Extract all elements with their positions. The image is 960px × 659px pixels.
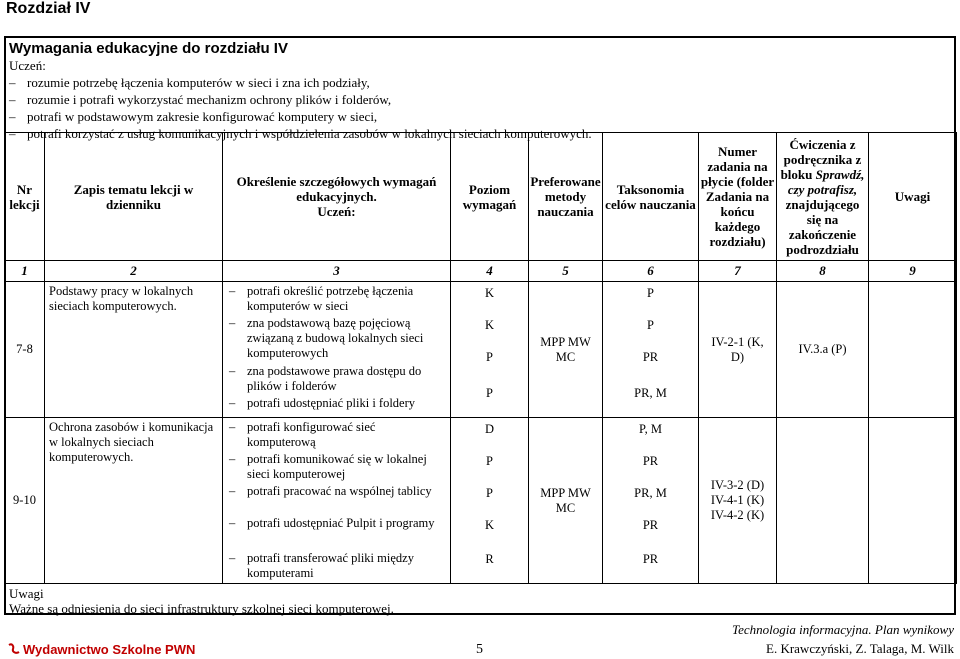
pupil-label: Uczeń:	[9, 58, 46, 73]
col-number: 8	[777, 261, 869, 282]
header-nr: Nr lekcji	[5, 133, 45, 261]
intro-item: – rozumie potrzebę łączenia komputerów w sieci i zna ich podziały,	[9, 74, 592, 91]
header-topic: Zapis tematu lekcji w dzienniku	[45, 133, 223, 261]
header-exercises	[777, 133, 869, 261]
taxonomy-value: PR	[642, 454, 659, 468]
column-number-row	[5, 261, 957, 282]
lesson-exercises: IV.3.a (P)	[777, 282, 869, 418]
lesson-levels	[451, 282, 529, 418]
level-value: K	[484, 286, 495, 300]
lesson-topic: Ochrona zasobów i komunikacja w lokalnych sieciach komputerowych.	[45, 418, 223, 584]
header-methods: Preferowane metody nauczania	[529, 133, 603, 261]
level-value: P	[486, 386, 493, 400]
lesson-methods: MPP MW MC	[529, 282, 603, 418]
book-title: Technologia informacyjna. Plan wynikowy	[732, 622, 954, 637]
requirement-item: – potrafi udostępniać pliki i foldery	[223, 396, 446, 411]
col-number: 2	[45, 261, 223, 282]
table-row	[5, 282, 957, 418]
taxonomy-value: P, M	[639, 422, 662, 436]
lesson-requirements	[223, 282, 451, 418]
col-number: 3	[223, 261, 451, 282]
level-value: P	[486, 350, 493, 364]
requirement-item: – potrafi pracować na wspólnej tablicy	[223, 484, 446, 514]
requirement-item: – potrafi określić potrzebę łączenia komputerów w sieci	[223, 284, 446, 314]
taxonomy-value: PR	[642, 552, 659, 566]
notes-title: Uwagi	[9, 586, 44, 601]
header-level: Poziom wymagań	[451, 133, 529, 261]
col-number: 9	[869, 261, 957, 282]
header-cd-task: Numer zadania na płycie (folder Zadania na końcu każdego rozdziału)	[699, 133, 777, 261]
requirement-item: – zna podstawowe prawa dostępu do plików i folderów	[223, 364, 446, 394]
lesson-cd-task: IV-2-1 (K, D)	[699, 282, 777, 418]
taxonomy-value: PR, M	[634, 386, 667, 400]
authors: E. Krawczyński, Z. Talaga, M. Wilk	[766, 641, 954, 656]
level-value: P	[486, 454, 493, 468]
notes-text: Ważne są odniesienia do sieci infrastruktury szkolnej sieci komputerowej.	[9, 601, 394, 616]
intro-item: – potrafi korzystać z usług komunikacyjnych i współdzielenia zasobów w lokalnych sieciach komputerowych.	[9, 125, 592, 142]
col-number: 7	[699, 261, 777, 282]
level-value: P	[486, 486, 493, 500]
lesson-levels	[451, 418, 529, 584]
lesson-requirements	[223, 418, 451, 584]
col-number: 6	[603, 261, 699, 282]
page-number: 5	[476, 642, 483, 657]
requirement-item: – potrafi transferować pliki między komputerami	[223, 551, 446, 581]
publisher-name: Wydawnictwo Szkolne PWN	[23, 642, 196, 657]
lesson-cd-task: IV-3-2 (D) IV-4-1 (K) IV-4-2 (K)	[699, 418, 777, 584]
taxonomy-value: P	[647, 318, 654, 332]
requirements-table	[4, 132, 957, 584]
intro-item: – potrafi w podstawowym zakresie konfigurować komputery w sieci,	[9, 108, 592, 125]
header-requirements	[223, 133, 451, 261]
header-taxonomy: Taksonomia celów nauczania	[603, 133, 699, 261]
lesson-topic: Podstawy pracy w lokalnych sieciach komputerowych.	[45, 282, 223, 418]
lesson-nr: 9-10	[5, 418, 45, 584]
chapter-title: Rozdział IV	[6, 0, 91, 17]
table-header-row	[5, 133, 957, 261]
col-number: 5	[529, 261, 603, 282]
pwn-logo-icon	[8, 643, 20, 655]
col-number: 1	[5, 261, 45, 282]
level-value: K	[484, 518, 495, 532]
lesson-nr: 7-8	[5, 282, 45, 418]
requirement-item: – potrafi konfigurować sieć komputerową	[223, 420, 446, 450]
header-exercises-a: Ćwiczenia z podręcznika z bloku	[780, 136, 862, 182]
level-value: R	[485, 552, 494, 566]
level-value: D	[484, 422, 495, 436]
table-row	[5, 418, 957, 584]
col-number: 4	[451, 261, 529, 282]
level-value: K	[484, 318, 495, 332]
header-pupil: Uczeń:	[317, 204, 356, 219]
taxonomy-value: PR	[642, 518, 659, 532]
intro-item: – rozumie i potrafi wykorzystać mechanizm ochrony plików i folderów,	[9, 91, 592, 108]
header-exercises-c: znajdującego się na zakończenie podrozdziału	[785, 196, 860, 257]
taxonomy-value: P	[647, 286, 654, 300]
requirement-item: – zna podstawową bazę pojęciową związaną z budową lokalnych sieci komputerowych	[223, 316, 446, 362]
lesson-exercises	[777, 418, 869, 584]
requirement-item: – potrafi komunikować się w lokalnej sieci komputerowej	[223, 452, 446, 482]
requirement-item: – potrafi udostępniać Pulpit i programy	[223, 516, 446, 549]
header-exercises-b: Sprawdź, czy potrafisz,	[787, 166, 865, 197]
lesson-taxonomy	[603, 282, 699, 418]
header-notes: Uwagi	[869, 133, 957, 261]
taxonomy-value: PR, M	[634, 486, 667, 500]
box-title: Wymagania edukacyjne do rozdziału IV	[9, 40, 288, 57]
lesson-notes	[869, 418, 957, 584]
lesson-taxonomy	[603, 418, 699, 584]
lesson-notes	[869, 282, 957, 418]
taxonomy-value: PR	[642, 350, 659, 364]
header-requirements-text: Określenie szczegółowych wymagań edukacyjnych.	[236, 174, 437, 204]
lesson-methods: MPP MW MC	[529, 418, 603, 584]
publisher-logo	[8, 642, 195, 657]
